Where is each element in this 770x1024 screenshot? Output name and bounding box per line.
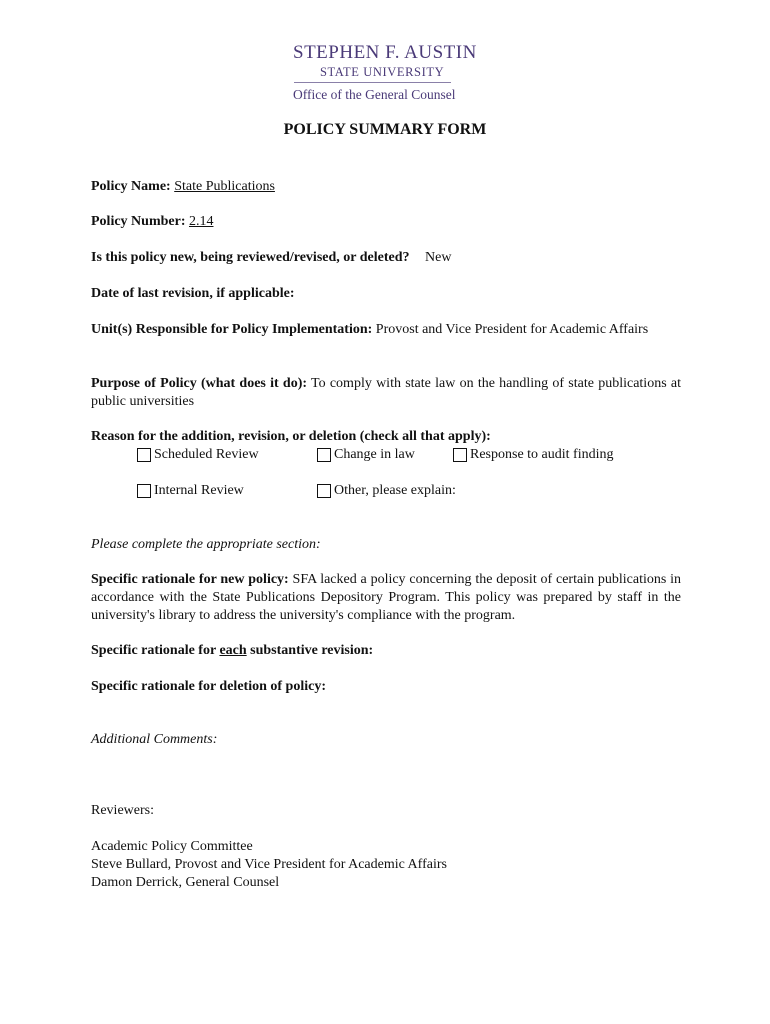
purpose-label: Purpose of Policy (what does it do): — [91, 376, 308, 391]
purpose-row — [91, 375, 681, 411]
policy-name-value: State Publications — [174, 179, 275, 194]
reason-row — [91, 428, 681, 446]
rationale-deletion-row — [91, 678, 681, 696]
rationale-new-label: Specific rationale for new policy: — [91, 572, 289, 587]
reviewer-item: Academic Policy Committee — [91, 839, 253, 854]
checkbox-box[interactable] — [137, 484, 151, 498]
checkbox-label: Internal Review — [154, 483, 244, 498]
policy-number-value: 2.14 — [188, 214, 214, 229]
checkbox-label: Scheduled Review — [154, 447, 259, 462]
checkbox-box[interactable] — [317, 484, 331, 498]
policy-number-label: Policy Number: — [91, 214, 186, 229]
last-revision-row — [91, 285, 681, 303]
checkbox-label: Change in law — [334, 447, 415, 462]
university-name: STEPHEN F. AUSTIN — [293, 42, 477, 63]
checkbox-box[interactable] — [137, 448, 151, 462]
office-name: Office of the General Counsel — [293, 87, 456, 102]
policy-name-label: Policy Name: — [91, 179, 171, 194]
instruction-text: Please complete the appropriate section: — [91, 537, 321, 552]
reviewer-item: Steve Bullard, Provost and Vice President for Academic Affairs — [91, 857, 447, 872]
letterhead-divider — [294, 82, 451, 83]
checkbox-change-in-law[interactable] — [317, 446, 415, 464]
rationale-revision-label-pre: Specific rationale for — [91, 643, 216, 658]
units-responsible-value: Provost and Vice President for Academic Affairs — [375, 322, 649, 337]
reviewers-label: Reviewers: — [91, 803, 154, 818]
additional-comments-label: Additional Comments: — [91, 732, 218, 747]
rationale-new-row — [91, 571, 681, 625]
policy-status-value: New — [425, 250, 452, 265]
checkbox-scheduled-review[interactable] — [137, 446, 259, 464]
policy-status-label: Is this policy new, being reviewed/revised, or deleted? — [91, 250, 410, 265]
policy-name-row — [91, 178, 681, 196]
rationale-revision-label-post: substantive revision: — [250, 643, 374, 658]
university-subtitle: STATE UNIVERSITY — [320, 65, 445, 79]
checkbox-response-to-audit[interactable] — [453, 446, 614, 464]
checkbox-label: Other, please explain: — [334, 483, 456, 498]
units-responsible-row — [91, 321, 681, 339]
rationale-revision-label-emph: each — [219, 643, 247, 658]
last-revision-label: Date of last revision, if applicable: — [91, 286, 295, 301]
checkbox-box[interactable] — [317, 448, 331, 462]
units-responsible-label: Unit(s) Responsible for Policy Implementation: — [91, 322, 373, 337]
rationale-revision-row — [91, 642, 681, 660]
purpose-value: To comply with state law on the handling of state publications at public universities — [91, 376, 681, 409]
form-title: POLICY SUMMARY FORM — [283, 121, 487, 138]
checkbox-internal-review[interactable] — [137, 482, 244, 500]
policy-status-row — [91, 249, 681, 267]
checkbox-box[interactable] — [453, 448, 467, 462]
rationale-deletion-label: Specific rationale for deletion of policy: — [91, 679, 326, 694]
rationale-new-value: SFA lacked a policy concerning the deposit of certain publications in accordance with the State Publications Depository Program. This policy was prepared by staff in the university's library to address the university's compliance with the program. — [91, 572, 682, 623]
reviewer-item: Damon Derrick, General Counsel — [91, 875, 280, 890]
policy-number-row — [91, 213, 681, 231]
checkbox-label: Response to audit finding — [470, 447, 614, 462]
checkbox-other[interactable] — [317, 482, 456, 500]
reason-label: Reason for the addition, revision, or deletion (check all that apply): — [91, 429, 491, 444]
